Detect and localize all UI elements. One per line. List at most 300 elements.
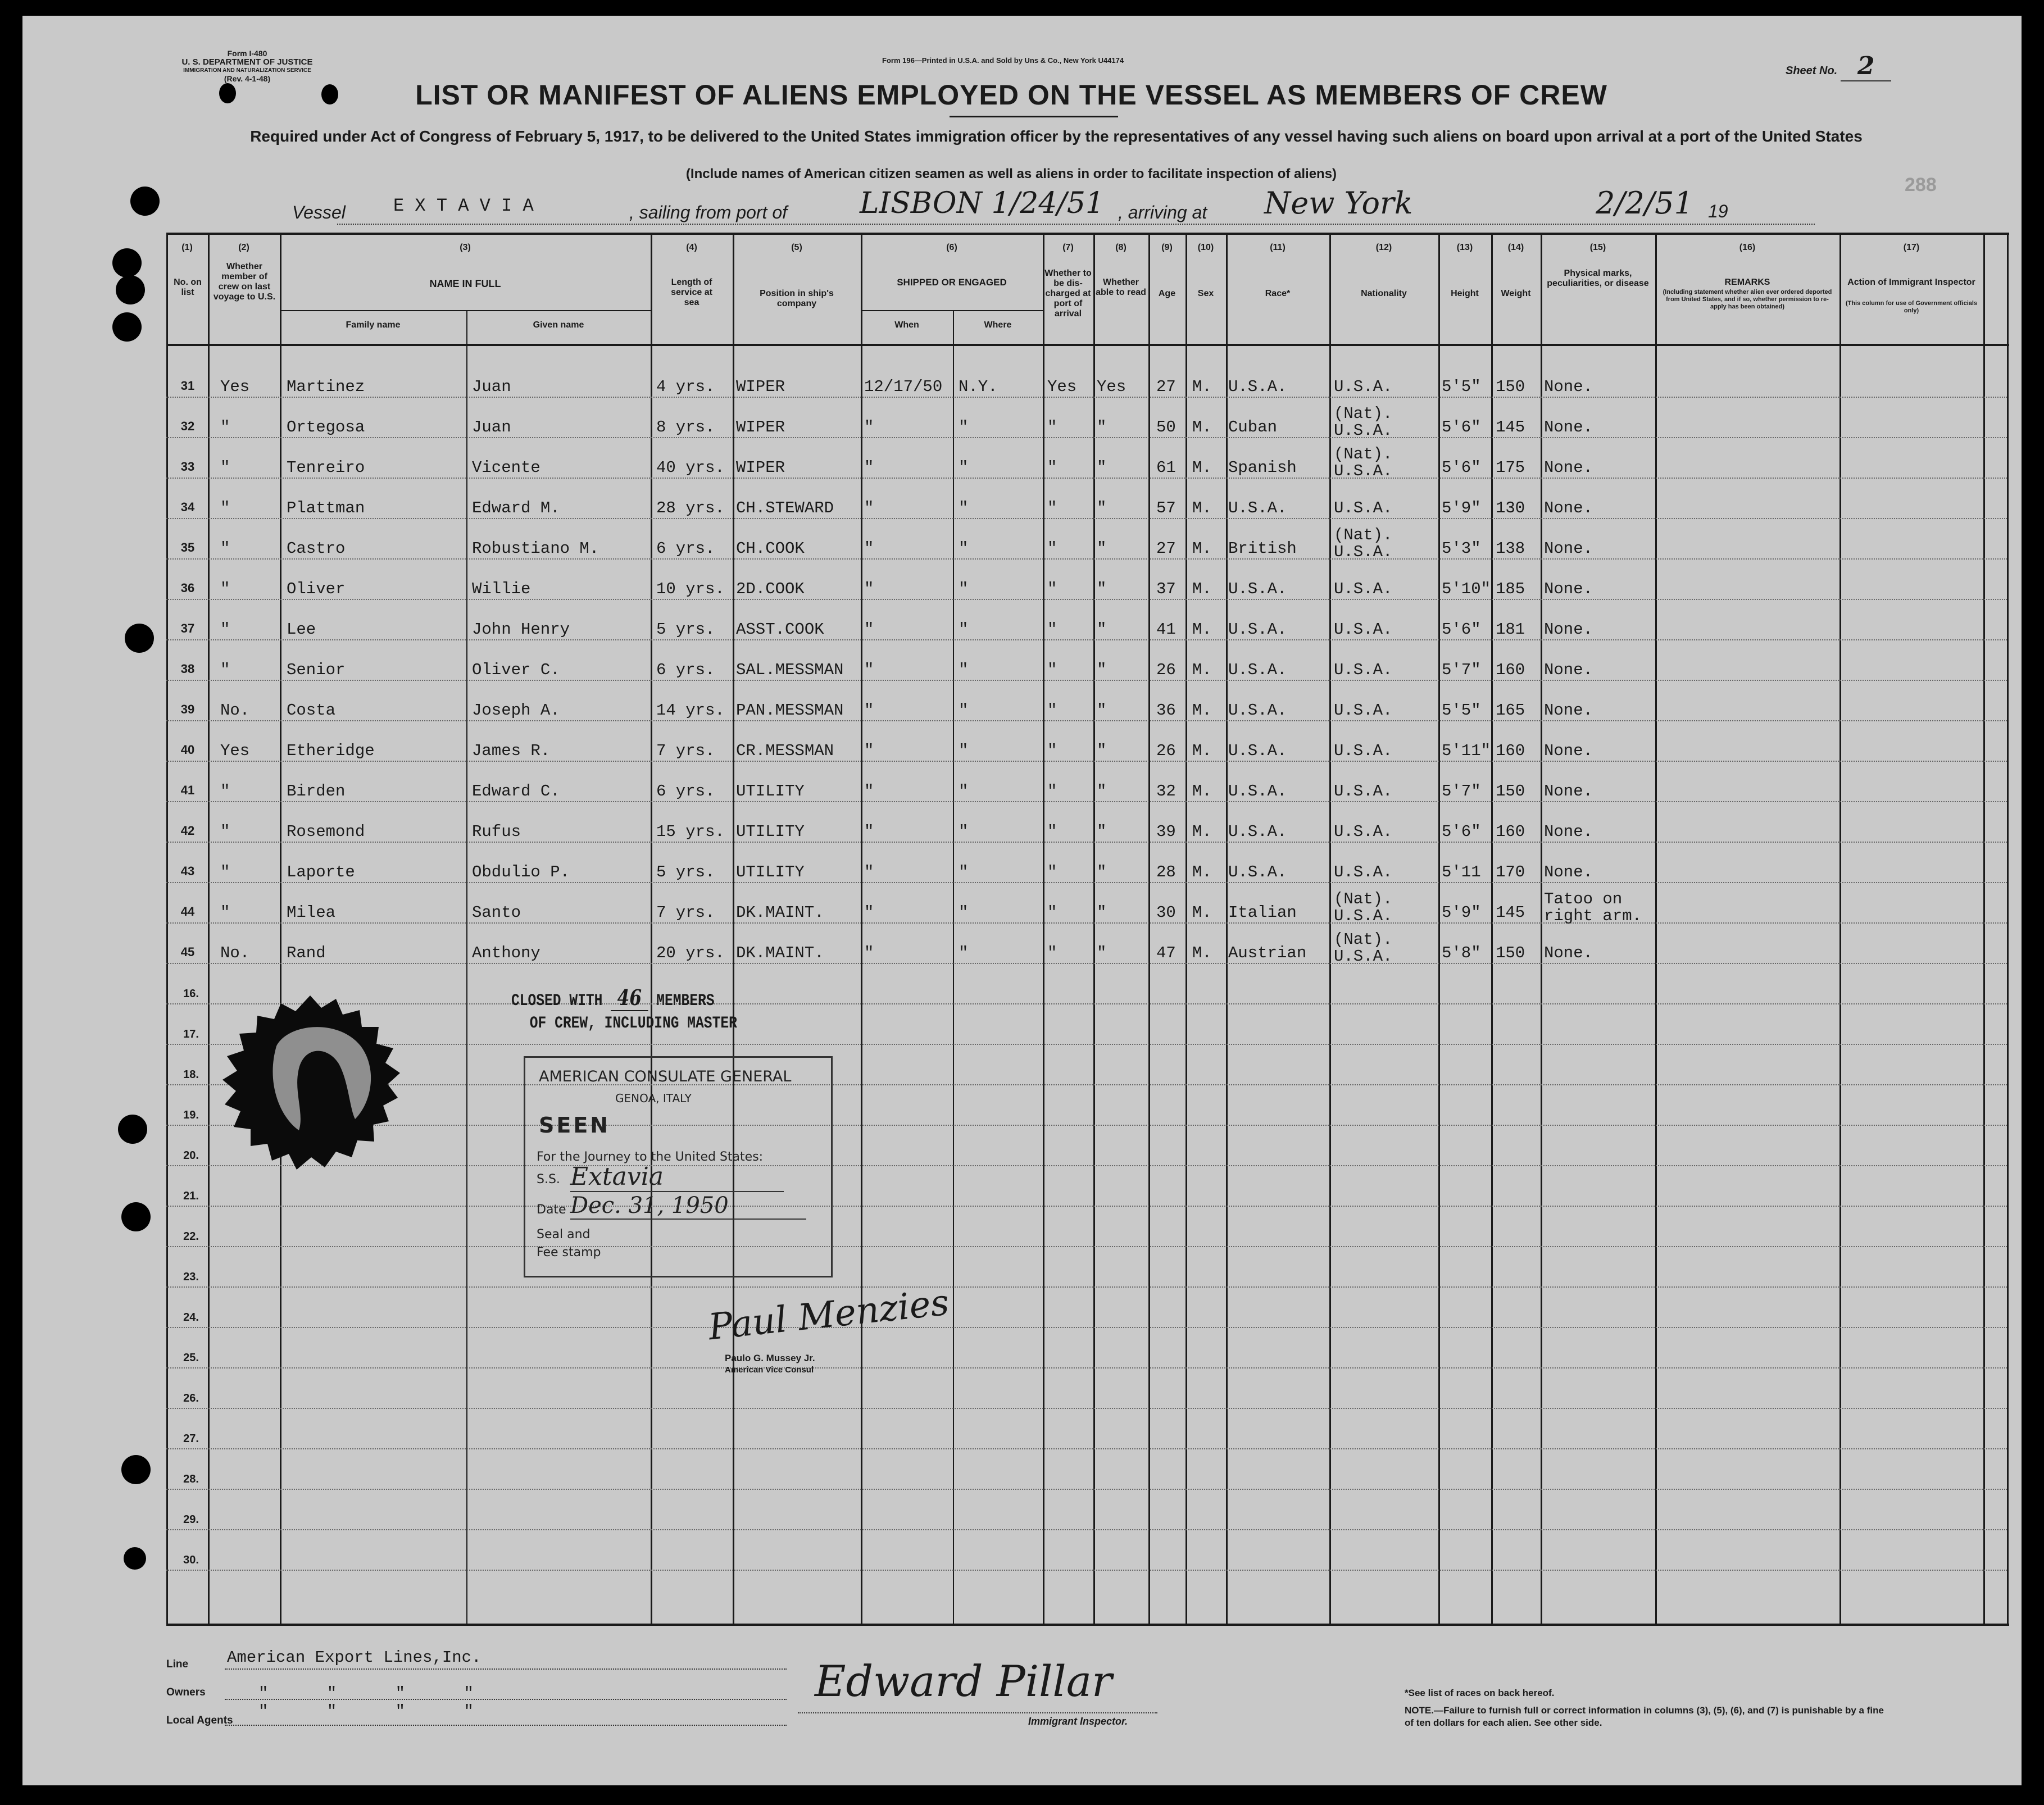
weight-cell: 185	[1496, 580, 1525, 598]
revision: (Rev. 4-1-48)	[224, 74, 271, 83]
col-num: (17)	[1903, 243, 1920, 252]
given-name-cell: James R.	[472, 742, 551, 760]
footer-agents-label: Local Agents	[166, 1715, 233, 1726]
blank-row-number: 25.	[183, 1352, 199, 1364]
able-to-read-cell: "	[1097, 620, 1107, 639]
position-cell: UTILITY	[736, 822, 805, 841]
col-num: (6)	[946, 243, 957, 252]
position-cell: SAL.MESSMAN	[736, 661, 844, 679]
sex-cell: M.	[1192, 863, 1212, 881]
shipped-where-cell: "	[959, 539, 969, 558]
col-num: (9)	[1161, 243, 1173, 252]
shipped-when-cell: "	[864, 944, 874, 962]
service-cell: 14 yrs.	[656, 701, 725, 720]
punch-hole	[121, 1202, 151, 1231]
column-rule	[861, 235, 862, 1624]
given-name-cell: Juan	[472, 418, 511, 437]
service-cell: 8 yrs.	[656, 418, 715, 437]
when-header: When	[894, 320, 919, 330]
last-voyage-cell: "	[220, 782, 230, 801]
shipped-when-cell: "	[864, 458, 874, 477]
table-row	[166, 599, 2007, 600]
last-voyage-cell: "	[220, 580, 230, 598]
shipped-where-cell: "	[959, 580, 969, 598]
nationality-cell: U.S.A.	[1334, 742, 1393, 760]
consul-signature: Paul Menzies	[706, 1281, 951, 1349]
blank-row-number: 18.	[183, 1069, 199, 1081]
where-header: Where	[984, 320, 1012, 330]
age-cell: 32	[1156, 782, 1176, 801]
given-name-cell: Edward M.	[472, 499, 560, 517]
table-row	[166, 842, 2007, 843]
weight-cell: 170	[1496, 863, 1525, 881]
weight-cell: 150	[1496, 378, 1525, 396]
physical-marks-cell: None.	[1544, 580, 1593, 598]
column-rule	[651, 235, 652, 1624]
shipped-where-cell: "	[959, 701, 969, 720]
discharged-cell: "	[1047, 661, 1057, 679]
given-name-cell: Santo	[472, 903, 521, 922]
able-to-read-cell: "	[1097, 458, 1107, 477]
able-to-read-cell: "	[1097, 580, 1107, 598]
shipped-where-cell: "	[959, 661, 969, 679]
nationality-cell: U.S.A.	[1334, 822, 1393, 841]
weight-cell: 150	[1496, 782, 1525, 801]
service-cell: 7 yrs.	[656, 903, 715, 922]
height-cell: 5'6"	[1442, 418, 1481, 437]
service-cell: 15 yrs.	[656, 822, 725, 841]
arriving-label: , arriving at	[1118, 202, 1207, 222]
col-header: Whether to be dis-charged at port of arrival	[1044, 269, 1092, 319]
physical-marks-cell: None.	[1544, 782, 1593, 801]
footer-owners-label: Owners	[166, 1686, 206, 1698]
discharged-cell: "	[1047, 620, 1057, 639]
page-title: LIST OR MANIFEST OF ALIENS EMPLOYED ON THE VESSEL AS MEMBERS OF CREW	[415, 79, 1607, 111]
punch-hole	[118, 1115, 147, 1144]
col-header: No. on list	[174, 278, 202, 297]
sailing-label: , sailing from port of	[629, 202, 787, 222]
column-rule	[1093, 235, 1095, 1624]
able-to-read-cell: "	[1097, 499, 1107, 517]
col-header: REMARKS	[1724, 278, 1770, 287]
last-voyage-cell: Yes	[220, 378, 250, 396]
weight-cell: 130	[1496, 499, 1525, 517]
header-rule	[166, 344, 2009, 346]
age-cell: 39	[1156, 822, 1176, 841]
blank-row-number: 29.	[183, 1513, 199, 1526]
table-row	[166, 801, 2007, 802]
discharged-cell: "	[1047, 499, 1057, 517]
race-cell: U.S.A.	[1228, 620, 1287, 639]
weight-cell: 181	[1496, 620, 1525, 639]
family-name-cell: Ortegosa	[287, 418, 365, 437]
table-row	[166, 1165, 2007, 1166]
weight-cell: 138	[1496, 539, 1525, 558]
weight-cell: 160	[1496, 742, 1525, 760]
physical-marks-cell: None.	[1544, 944, 1593, 962]
sex-cell: M.	[1192, 620, 1212, 639]
height-cell: 5'5"	[1442, 378, 1481, 396]
height-cell: 5'7"	[1442, 782, 1481, 801]
shipped-when-cell: "	[864, 580, 874, 598]
col-header: Age	[1158, 289, 1176, 298]
consul-typed-name: Paulo G. Mussey Jr.	[725, 1353, 815, 1363]
col-num: (14)	[1507, 243, 1524, 252]
row-number: 35	[180, 540, 195, 554]
sheet-value: 2	[1841, 52, 1892, 81]
footer-owners-value: " " " "	[258, 1684, 474, 1703]
manifest-table	[166, 233, 2009, 1626]
service-cell: 10 yrs.	[656, 580, 725, 598]
nationality-cell: U.S.A.	[1334, 378, 1393, 396]
age-cell: 30	[1156, 903, 1176, 922]
family-name-cell: Birden	[287, 782, 346, 801]
weight-cell: 160	[1496, 822, 1525, 841]
physical-marks-cell: None.	[1544, 499, 1593, 517]
table-row	[166, 1448, 2007, 1449]
consulate-city: GENOA, ITALY	[615, 1092, 692, 1105]
age-cell: 27	[1156, 539, 1176, 558]
col-header: NAME IN FULL	[429, 278, 501, 289]
sex-cell: M.	[1192, 661, 1212, 679]
column-rule	[1329, 235, 1331, 1624]
able-to-read-cell: "	[1097, 539, 1107, 558]
given-name-cell: John Henry	[472, 620, 570, 639]
race-cell: U.S.A.	[1228, 661, 1287, 679]
service-cell: 4 yrs.	[656, 378, 715, 396]
footer-line-rule	[225, 1668, 787, 1670]
nationality-cell: U.S.A.	[1334, 499, 1393, 517]
col-header: Action of Immigrant Inspector	[1847, 278, 1975, 287]
column-rule	[280, 235, 281, 1624]
given-name-cell: Rufus	[472, 822, 521, 841]
nationality-cell: (Nat). U.S.A.	[1334, 930, 1393, 966]
fee-label: Fee stamp	[537, 1245, 601, 1260]
race-cell: British	[1228, 539, 1297, 558]
height-cell: 5'11	[1442, 863, 1481, 881]
header-subrule	[861, 310, 1043, 311]
shipped-when-cell: "	[864, 822, 874, 841]
discharged-cell: "	[1047, 944, 1057, 962]
position-cell: WIPER	[736, 458, 785, 477]
age-cell: 37	[1156, 580, 1176, 598]
col-header: Physical marks, peculiarities, or disease	[1547, 269, 1649, 288]
col-num: (16)	[1739, 243, 1756, 252]
physical-marks-cell: None.	[1544, 661, 1593, 679]
blank-row-number: 19.	[183, 1109, 199, 1121]
height-cell: 5'9"	[1442, 499, 1481, 517]
table-row	[166, 1327, 2007, 1328]
height-cell: 5'11"	[1442, 742, 1491, 760]
shipped-where-cell: "	[959, 903, 969, 922]
shipped-where-cell: "	[959, 742, 969, 760]
col-num: (15)	[1589, 243, 1606, 252]
table-row	[166, 518, 2007, 519]
family-name-cell: Etheridge	[287, 742, 375, 760]
vessel-name: E X T A V I A	[393, 195, 534, 216]
col-num: (2)	[238, 243, 249, 252]
last-voyage-cell: "	[220, 822, 230, 841]
table-row	[166, 1367, 2007, 1368]
punch-hole	[121, 1455, 151, 1484]
row-number: 45	[180, 945, 195, 959]
row-number: 39	[180, 702, 195, 716]
position-cell: UTILITY	[736, 782, 805, 801]
age-cell: 50	[1156, 418, 1176, 437]
department: U. S. DEPARTMENT OF JUSTICE	[181, 57, 313, 67]
col-num: (8)	[1115, 243, 1127, 252]
shipped-where-cell: N.Y.	[959, 378, 998, 396]
age-cell: 47	[1156, 944, 1176, 962]
sex-cell: M.	[1192, 580, 1212, 598]
shipped-where-cell: "	[959, 822, 969, 841]
col-num: (7)	[1062, 243, 1074, 252]
table-row	[166, 639, 2007, 640]
arrival-date: 2/2/51	[1596, 185, 1693, 221]
physical-marks-cell: None.	[1544, 418, 1593, 437]
table-row	[166, 922, 2007, 924]
blank-row-number: 21.	[183, 1190, 199, 1202]
age-cell: 61	[1156, 458, 1176, 477]
seen-label: SEEN	[539, 1113, 611, 1138]
crew-count: 46	[611, 985, 648, 1011]
closed-label: CLOSED WITH	[511, 992, 603, 1011]
column-rule	[1839, 235, 1841, 1624]
punch-hole	[124, 1547, 146, 1570]
race-cell: U.S.A.	[1228, 782, 1287, 801]
sex-cell: M.	[1192, 701, 1212, 720]
race-cell: U.S.A.	[1228, 742, 1287, 760]
last-voyage-cell: "	[220, 903, 230, 922]
service-cell: 6 yrs.	[656, 782, 715, 801]
discharged-cell: "	[1047, 782, 1057, 801]
sex-cell: M.	[1192, 418, 1212, 437]
row-number: 32	[180, 419, 195, 433]
shipped-when-cell: "	[864, 742, 874, 760]
last-voyage-cell: "	[220, 458, 230, 477]
shipped-where-cell: "	[959, 458, 969, 477]
service-cell: 5 yrs.	[656, 863, 715, 881]
shipped-when-cell: "	[864, 499, 874, 517]
able-to-read-cell: Yes	[1097, 378, 1127, 396]
family-name-cell: Tenreiro	[287, 458, 365, 477]
inspector-rule	[798, 1712, 1157, 1713]
journey-label: For the Journey to the United States:	[537, 1150, 764, 1164]
nationality-cell: (Nat). U.S.A.	[1334, 526, 1393, 561]
nationality-cell: U.S.A.	[1334, 701, 1393, 720]
vessel-underline	[337, 224, 1815, 225]
given-name-cell: Obdulio P.	[472, 863, 570, 881]
discharged-cell: "	[1047, 539, 1057, 558]
discharged-cell: "	[1047, 418, 1057, 437]
date-label: Date	[537, 1203, 566, 1217]
last-voyage-cell: "	[220, 499, 230, 517]
column-rule	[1655, 235, 1657, 1624]
race-cell: U.S.A.	[1228, 863, 1287, 881]
sex-cell: M.	[1192, 378, 1212, 396]
nationality-cell: U.S.A.	[1334, 863, 1393, 881]
punch-hole	[130, 187, 160, 216]
discharged-cell: "	[1047, 458, 1057, 477]
nationality-cell: U.S.A.	[1334, 580, 1393, 598]
able-to-read-cell: "	[1097, 863, 1107, 881]
row-number: 43	[180, 864, 195, 878]
physical-marks-cell: None.	[1544, 620, 1593, 639]
row-number: 31	[180, 379, 195, 393]
footer-owners-rule	[225, 1699, 787, 1700]
position-cell: ASST.COOK	[736, 620, 824, 639]
physical-marks-cell: None.	[1544, 458, 1593, 477]
height-cell: 5'5"	[1442, 701, 1481, 720]
row-number: 38	[180, 662, 195, 676]
form-number: Form I-480	[227, 49, 267, 58]
able-to-read-cell: "	[1097, 701, 1107, 720]
shipped-when-cell: "	[864, 620, 874, 639]
table-row	[166, 558, 2007, 560]
ss-value: Extavia	[570, 1162, 784, 1192]
age-cell: 26	[1156, 742, 1176, 760]
column-rule	[1185, 235, 1187, 1624]
table-row	[166, 1489, 2007, 1490]
blank-row-number: 30.	[183, 1554, 199, 1566]
column-rule	[1491, 235, 1493, 1624]
height-cell: 5'6"	[1442, 822, 1481, 841]
last-voyage-cell: No.	[220, 944, 250, 962]
blank-row-number: 22.	[183, 1230, 199, 1243]
table-row	[166, 1206, 2007, 1207]
height-cell: 5'9"	[1442, 903, 1481, 922]
able-to-read-cell: "	[1097, 822, 1107, 841]
given-name-cell: Willie	[472, 580, 531, 598]
row-number: 41	[180, 783, 195, 797]
shipped-where-cell: "	[959, 782, 969, 801]
age-cell: 28	[1156, 863, 1176, 881]
given-name-cell: Joseph A.	[472, 701, 560, 720]
blank-row-number: 17.	[183, 1028, 199, 1040]
row-number: 37	[180, 621, 195, 635]
col-num: (12)	[1375, 243, 1392, 252]
column-rule	[1043, 235, 1044, 1624]
weight-cell: 160	[1496, 661, 1525, 679]
position-cell: 2D.COOK	[736, 580, 805, 598]
footer-agents-rule	[225, 1725, 787, 1726]
family-name-cell: Rand	[287, 944, 326, 962]
family-name-cell: Costa	[287, 701, 336, 720]
discharged-cell: "	[1047, 701, 1057, 720]
table-row	[166, 1286, 2007, 1288]
height-cell: 5'6"	[1442, 620, 1481, 639]
shipped-where-cell: "	[959, 863, 969, 881]
year-label: 19	[1708, 201, 1728, 221]
table-row	[166, 1570, 2007, 1571]
discharged-cell: Yes	[1047, 378, 1077, 396]
family-name-cell: Oliver	[287, 580, 346, 598]
able-to-read-cell: "	[1097, 661, 1107, 679]
sex-cell: M.	[1192, 742, 1212, 760]
column-rule	[208, 235, 210, 1624]
height-cell: 5'7"	[1442, 661, 1481, 679]
col-num: (5)	[791, 243, 802, 252]
nationality-cell: U.S.A.	[1334, 782, 1393, 801]
last-voyage-cell: "	[220, 539, 230, 558]
col-num: (4)	[686, 243, 697, 252]
sex-cell: M.	[1192, 903, 1212, 922]
race-cell: U.S.A.	[1228, 378, 1287, 396]
able-to-read-cell: "	[1097, 903, 1107, 922]
col-header: Sex	[1197, 289, 1214, 298]
family-name-cell: Senior	[287, 661, 346, 679]
column-rule	[953, 310, 954, 1624]
given-name-cell: Vicente	[472, 458, 540, 477]
able-to-read-cell: "	[1097, 944, 1107, 962]
discharged-cell: "	[1047, 580, 1057, 598]
sex-cell: M.	[1192, 782, 1212, 801]
sailing-port: LISBON 1/24/51	[860, 187, 1104, 220]
table-row	[166, 1003, 2007, 1004]
blank-row-number: 27.	[183, 1433, 199, 1445]
col-header: Nationality	[1361, 289, 1407, 298]
closed-line2: OF CREW, INCLUDING MASTER	[529, 1014, 737, 1033]
weight-cell: 145	[1496, 903, 1525, 922]
last-voyage-cell: "	[220, 418, 230, 437]
race-cell: U.S.A.	[1228, 822, 1287, 841]
race-cell: U.S.A.	[1228, 499, 1287, 517]
family-name-cell: Plattman	[287, 499, 365, 517]
col-num: (10)	[1197, 243, 1214, 252]
shipped-when-cell: 12/17/50	[864, 378, 943, 396]
position-cell: CH.STEWARD	[736, 499, 834, 517]
arriving-port: New York	[1264, 185, 1413, 221]
shipped-when-cell: "	[864, 782, 874, 801]
physical-marks-cell: None.	[1544, 539, 1593, 558]
age-cell: 26	[1156, 661, 1176, 679]
given-name-cell: Robustiano M.	[472, 539, 599, 558]
col-header: SHIPPED OR ENGAGED	[897, 277, 1007, 288]
title-rule	[950, 116, 1118, 117]
wax-seal	[209, 995, 411, 1192]
race-cell: Cuban	[1228, 418, 1278, 437]
col-header: Weight	[1501, 289, 1531, 298]
row-number: 33	[180, 460, 195, 474]
height-cell: 5'10"	[1442, 580, 1491, 598]
shipped-where-cell: "	[959, 499, 969, 517]
position-cell: DK.MAINT.	[736, 903, 824, 922]
row-number: 42	[180, 824, 195, 838]
vessel-label: Vessel	[292, 202, 346, 222]
sex-cell: M.	[1192, 458, 1212, 477]
table-row	[166, 1125, 2007, 1126]
weight-cell: 175	[1496, 458, 1525, 477]
col-header: Whether able to read	[1096, 278, 1146, 297]
stamp-number: 288	[1905, 174, 1937, 195]
action-note: (This column for use of Government officials only)	[1845, 300, 1978, 314]
last-voyage-cell: No.	[220, 701, 250, 720]
consulate-stamp	[524, 1056, 833, 1277]
nationality-cell: (Nat). U.S.A.	[1334, 404, 1393, 440]
service: IMMIGRATION AND NATURALIZATION SERVICE	[183, 67, 311, 74]
blank-row-number: 23.	[183, 1271, 199, 1283]
shipped-where-cell: "	[959, 418, 969, 437]
column-rule	[1438, 235, 1440, 1624]
position-cell: WIPER	[736, 418, 785, 437]
form-info	[163, 49, 331, 83]
col-header: Race*	[1265, 289, 1291, 298]
race-cell: Spanish	[1228, 458, 1297, 477]
nationality-cell: (Nat). U.S.A.	[1334, 445, 1393, 480]
punch-hole	[125, 624, 154, 653]
column-rule	[466, 310, 467, 1624]
row-number: 34	[180, 500, 195, 514]
